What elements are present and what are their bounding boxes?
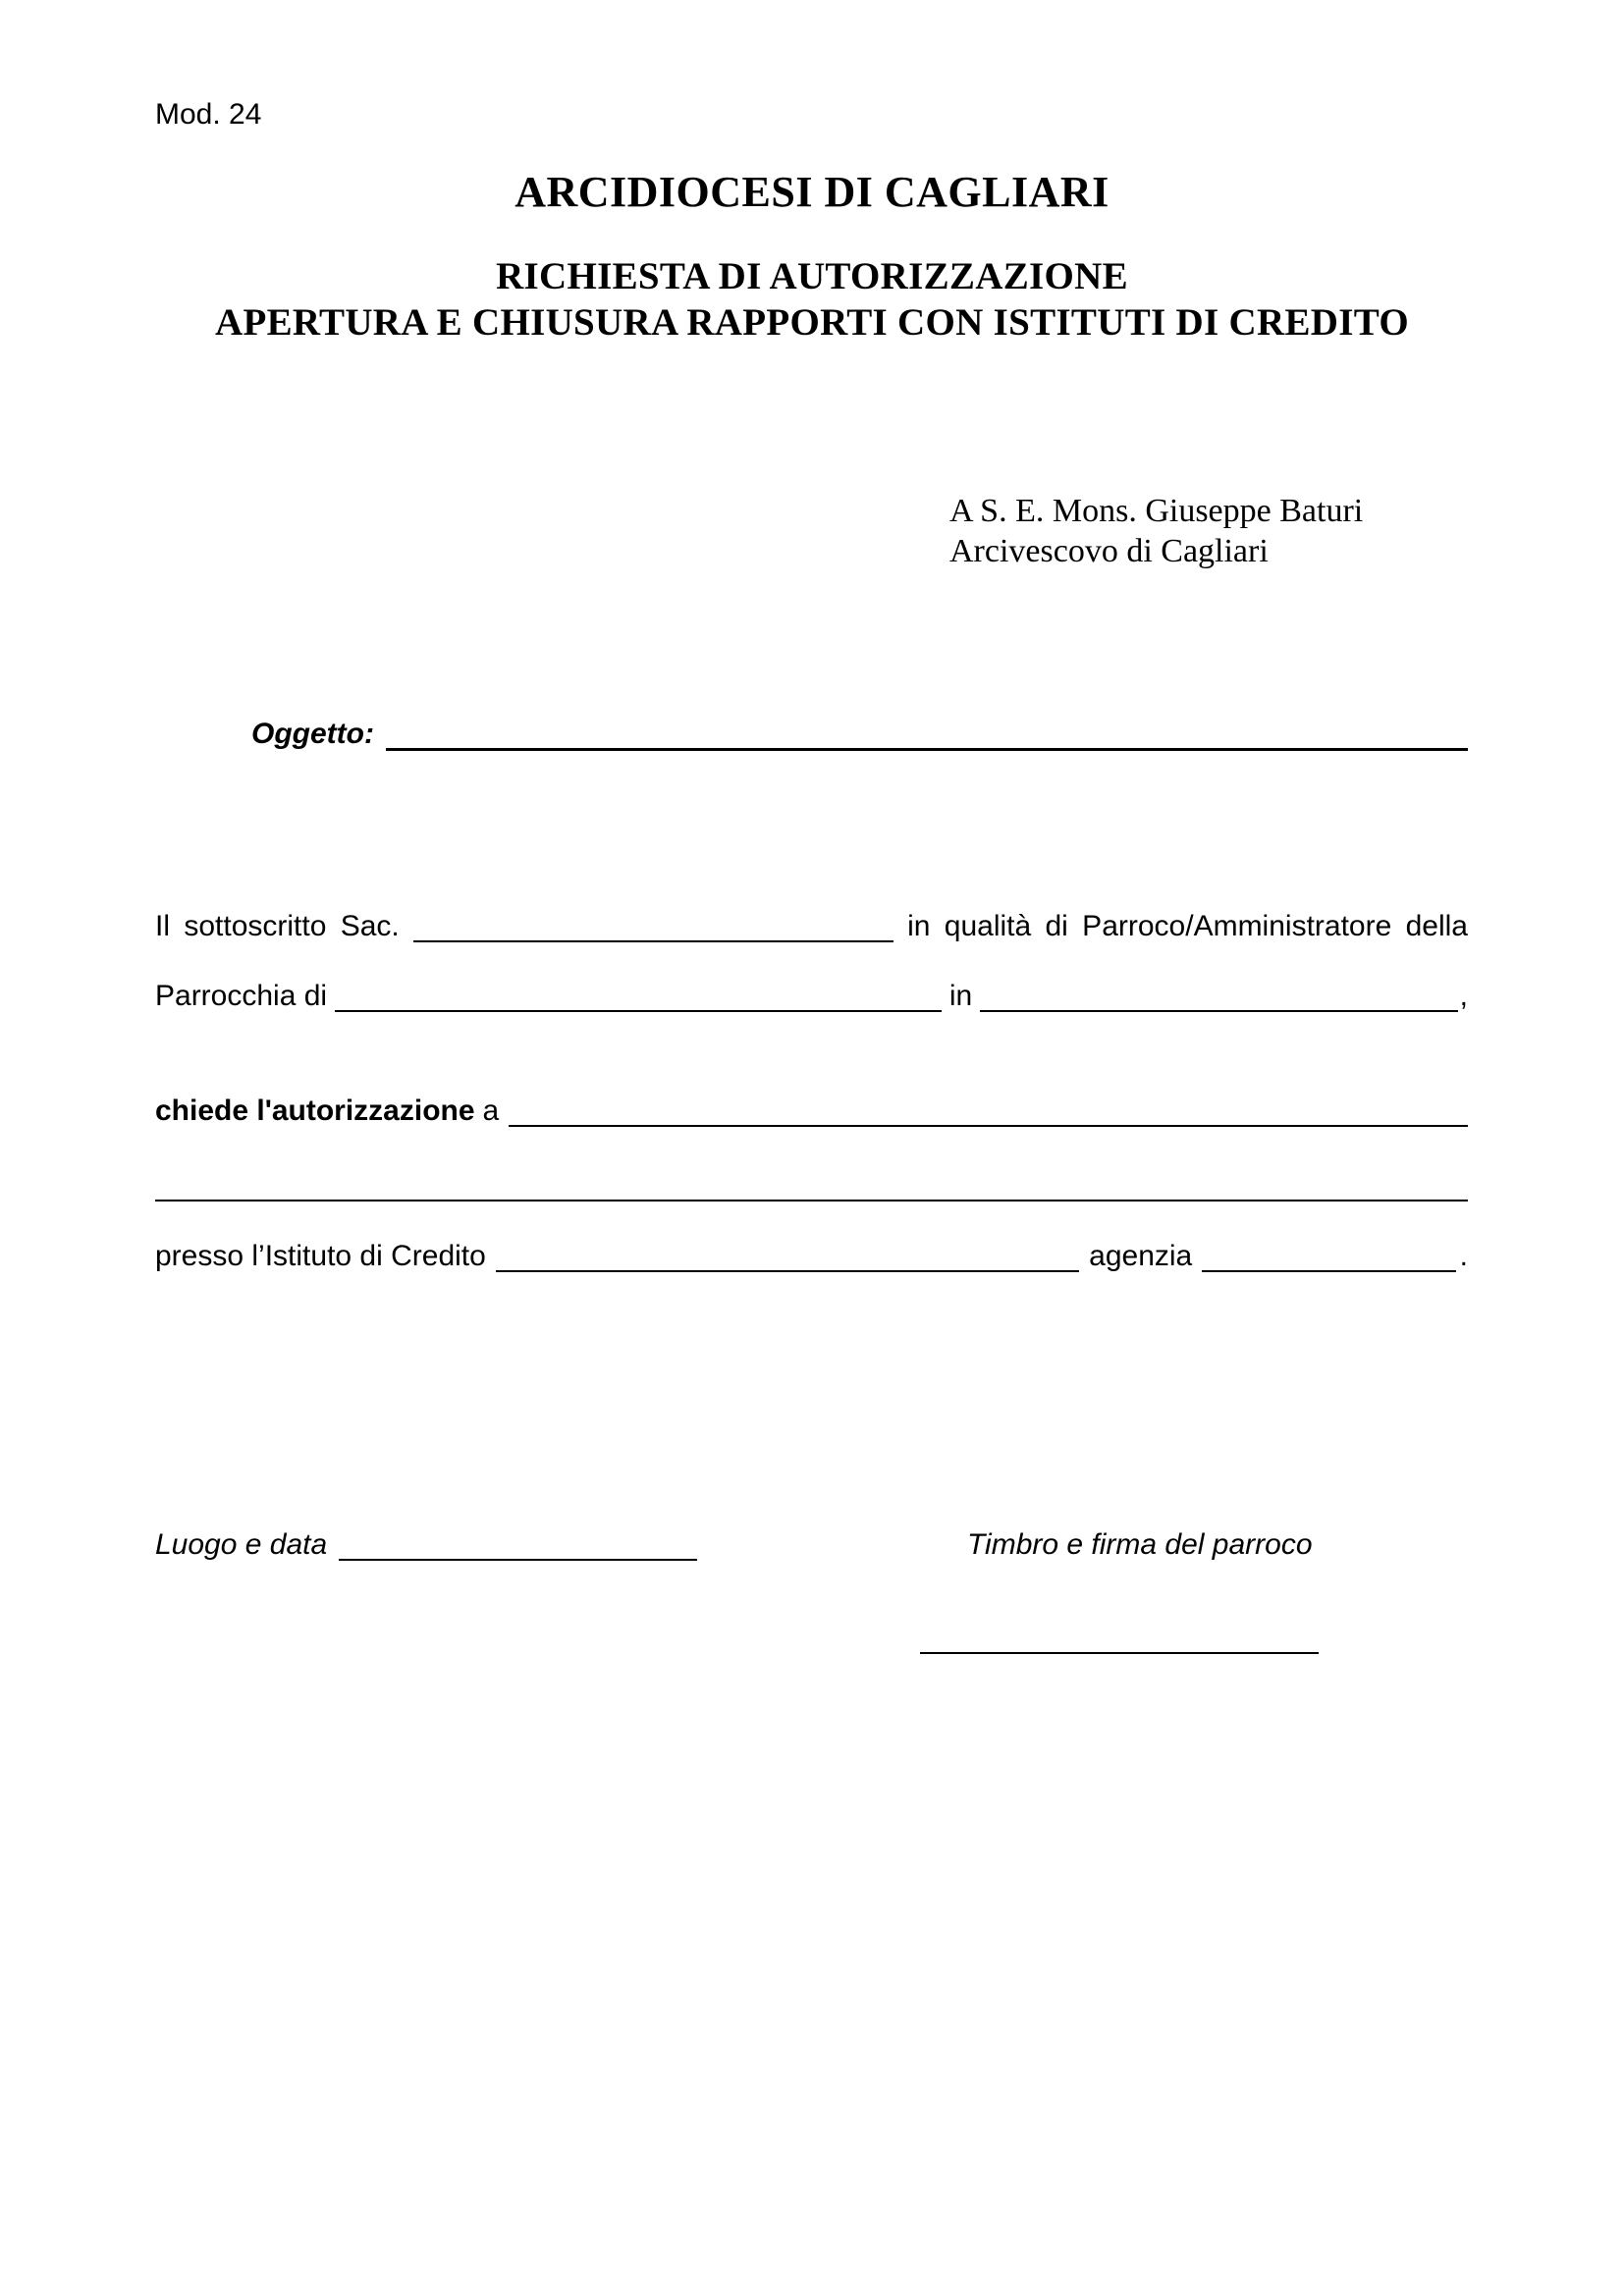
timbro-firma-label: Timbro e firma del parroco: [967, 1528, 1313, 1561]
parrocchia-label: Parrocchia di: [155, 980, 328, 1012]
oggetto-row: [155, 715, 1468, 754]
subtitle-line-2: APERTURA E CHIUSURA RAPPORTI CON ISTITUTI DI CREDITO: [215, 301, 1409, 344]
istituto-credito-blank-field: [496, 1237, 1079, 1272]
autorizzazione-riga1-blank-field: [509, 1092, 1468, 1127]
body-line-2: [155, 977, 1468, 1016]
agenzia-blank-field: [1202, 1237, 1455, 1272]
subtitle-line-1: RICHIESTA DI AUTORIZZAZIONE: [496, 255, 1128, 297]
addressee-name: A S. E. Mons. Giuseppe Baturi: [949, 493, 1364, 529]
body-line-5: [155, 1237, 1468, 1276]
luogo-data-label: Luogo e data: [155, 1528, 328, 1561]
oggetto-label: Oggetto:: [251, 718, 374, 750]
sottoscritto-label: Il sottoscritto Sac.: [155, 910, 400, 942]
parrocchia-comune-blank-field: [980, 977, 1457, 1012]
sacerdote-nome-blank-field: [413, 907, 893, 942]
agenzia-label: agenzia: [1089, 1240, 1193, 1272]
addressee-block: [949, 491, 1363, 571]
addressee-title: Arcivescovo di Cagliari: [949, 533, 1269, 569]
connector-a-label: a: [482, 1095, 500, 1127]
oggetto-blank-field: [386, 715, 1468, 751]
luogo-data-row: [155, 1525, 697, 1565]
firma-signature-blank-field: [920, 1615, 1319, 1654]
form-number-label: Mod. 24: [155, 98, 262, 131]
istituto-credito-label: presso l’Istituto di Credito: [155, 1240, 486, 1272]
body-line-3: [155, 1092, 1468, 1131]
chiede-autorizzazione-label: chiede l'autorizzazione: [155, 1095, 475, 1127]
line-2-comma: ,: [1459, 980, 1468, 1012]
parrocchia-nome-blank-field: [335, 977, 942, 1012]
qualita-label: in qualità di Parroco/Amministratore della: [907, 910, 1468, 942]
autorizzazione-riga2-blank-field: [155, 1162, 1468, 1201]
document-subtitle: [0, 253, 1624, 346]
line-5-period: .: [1459, 1240, 1468, 1272]
document-title: ARCIDIOCESI DI CAGLIARI: [514, 168, 1110, 216]
body-line-1: [155, 907, 1468, 946]
luogo-data-blank-field: [339, 1525, 697, 1561]
in-label: in: [948, 980, 973, 1012]
